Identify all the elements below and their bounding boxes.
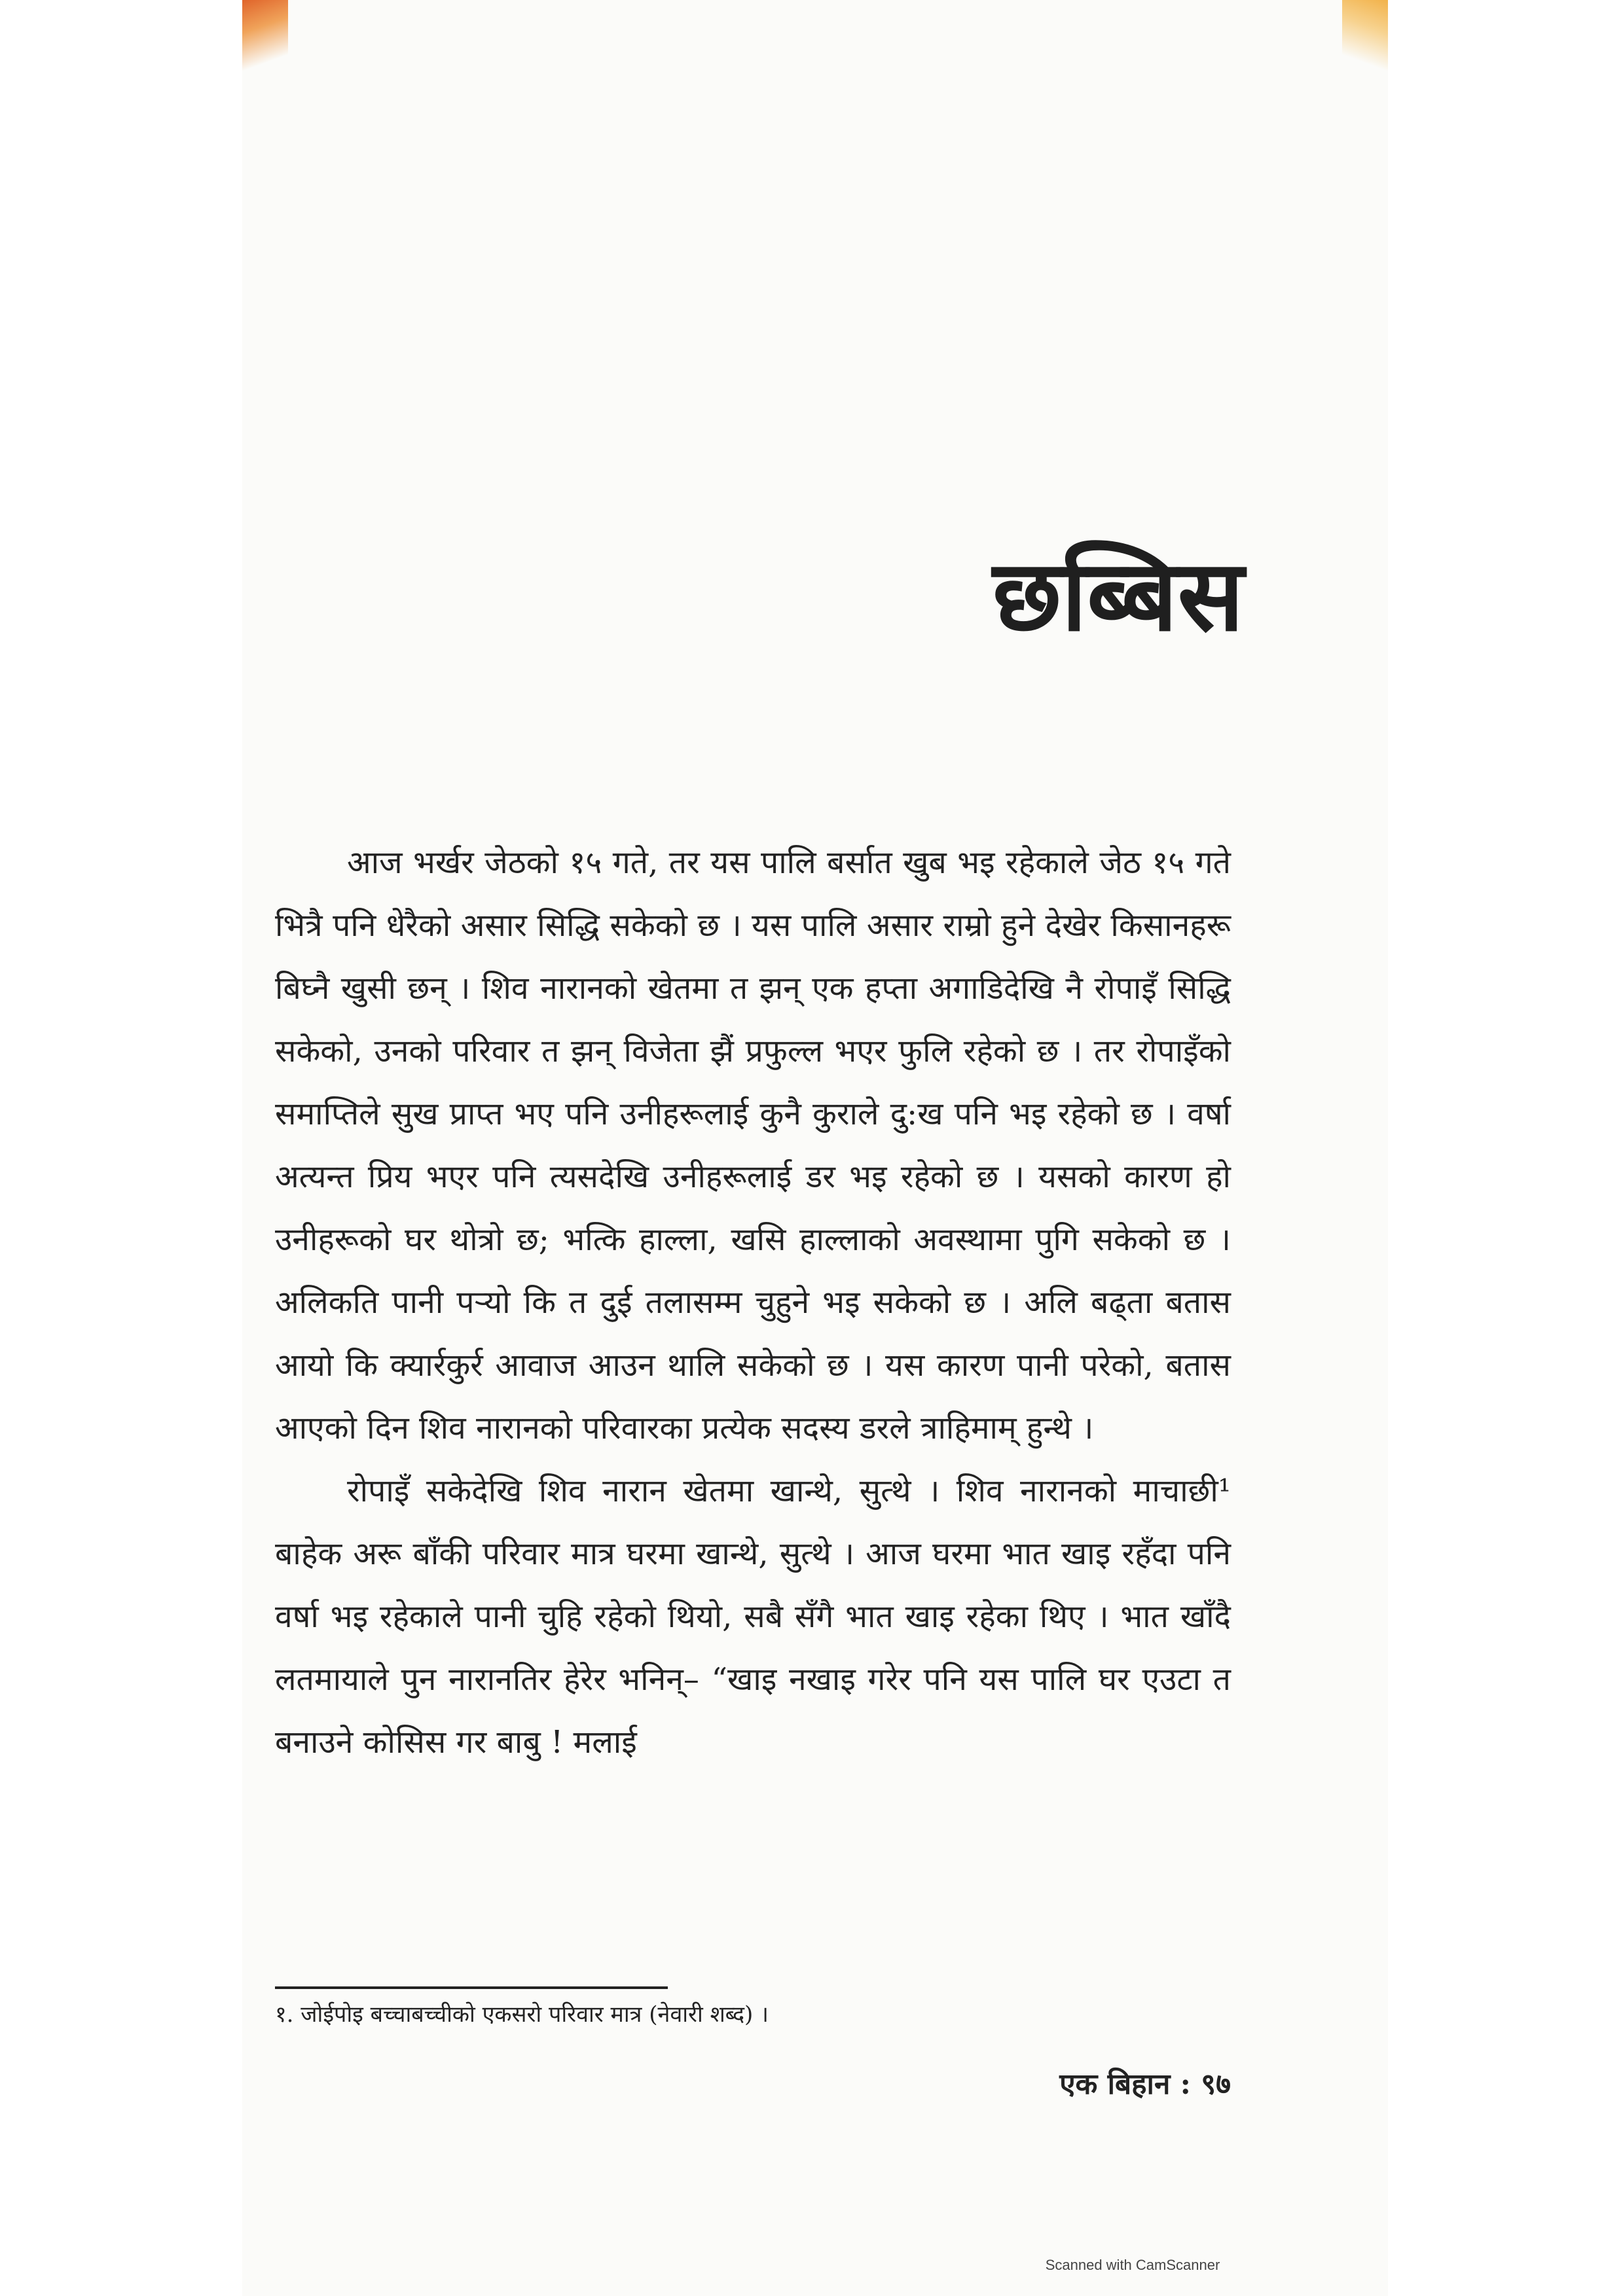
footnote-rule [275,1986,668,1989]
page-corner-left [242,0,288,79]
body-text [275,831,1231,1774]
paragraph-2: रोपाइँ सकेदेखि शिव नारान खेतमा खान्थे, सुत्थे । शिव नारानको माचाछी¹ बाहेक अरू बाँकी परिवार मात्र घरमा खान्थे, सुत्थे । आज घरमा भात खाइ रहँदा पनि वर्षा भइ रहेकाले पानी चुहि रहेको थियो, सबै सँगै भात खाइ रहेका थिए । भात खाँदै लतमायाले पुन नारानतिर हेरेर भनिन्– “खाइ नखाइ गरेर पनि यस पालि घर एउटा त बनाउने कोसिस गर बाबु ! मलाई [275,1473,1231,1761]
footnote: १. जोईपोइ बच्चाबच्चीको एकसरो परिवार मात्र (नेवारी शब्द) । [275,2001,769,2028]
scan-watermark: Scanned with CamScanner [1045,2257,1220,2273]
chapter-title: छब्बिस [993,538,1244,653]
page-corner-right [1342,0,1388,79]
paragraph-1: आज भर्खर जेठको १५ गते, तर यस पालि बर्सात खुब भइ रहेकाले जेठ १५ गते भित्रै पनि धेरैको असार सिद्धि सकेको छ । यस पालि असार राम्रो हुने देखेर किसानहरू बिघ्नै खुसी छन् । शिव नारानको खेतमा त झन् एक हप्ता अगाडिदेखि नै रोपाइँ सिद्धि सकेको, उनको परिवार त झन् विजेता झैं प्रफुल्ल भएर फुलि रहेको छ । तर रोपाइँको समाप्तिले सुख प्राप्त भए पनि उनीहरूलाई कुनै कुराले दु:ख पनि भइ रहेको छ । वर्षा अत्यन्त प्रिय भएर पनि त्यसदेखि उनीहरूलाई डर भइ रहेको छ । यसको कारण हो उनीहरूको घर थोत्रो छ; भत्कि हाल्ला, खसि हाल्लाको अवस्थामा पुगि सकेको छ । अलिकति पानी पऱ्यो कि त दुई तलासम्म चुहुने भइ सकेको छ । अलि बढ्ता बतास आयो कि क्यार्रकुर्र आवाज आउन थालि सकेको छ । यस कारण पानी परेको, बतास आएको दिन शिव नारानको परिवारका प्रत्येक सदस्य डरले त्राहिमाम् हुन्थे । [275,844,1231,1446]
page-footer: एक बिहान : ९७ [1059,2068,1231,2101]
